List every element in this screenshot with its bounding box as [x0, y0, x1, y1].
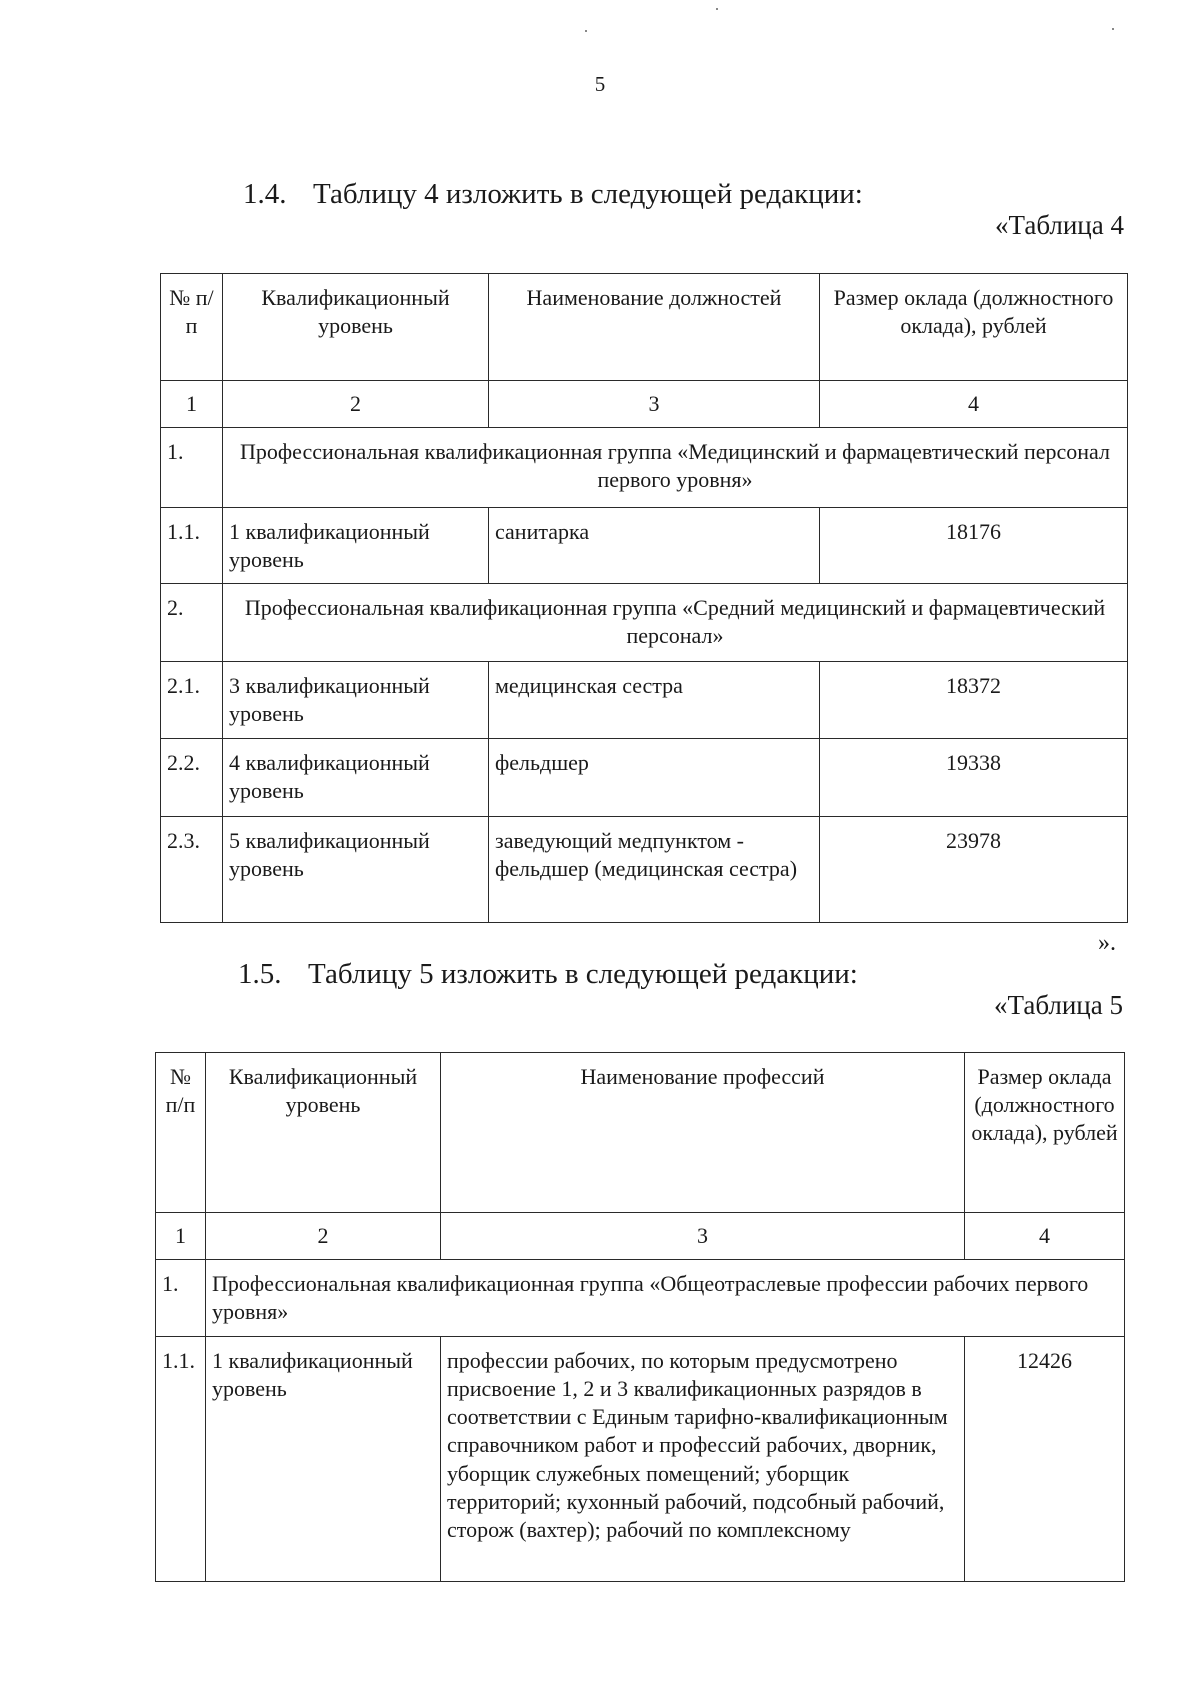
group-number: 1.: [161, 428, 223, 508]
scan-speck: [1112, 28, 1114, 30]
row-profession: профессии рабочих, по которым предусмотрено присвоение 1, 2 и 3 квалификационных разрядов в соответствии с Единым тарифно-квалификационным справочником работ и профессий рабочих, дворник, уборщик служебных помещений; уборщик территорий; кухонный рабочий, подсобный рабочий, сторож (вахтер); рабочий по комплексному: [441, 1337, 965, 1582]
section-text: Таблицу 4 изложить в следующей редакции:: [313, 178, 863, 210]
header-salary: Размер оклада (должностного оклада), рублей: [820, 274, 1128, 381]
table-row: [161, 817, 1128, 923]
row-salary: 12426: [965, 1337, 1125, 1582]
col-number: 1: [161, 381, 223, 428]
row-number: 1.1.: [161, 508, 223, 584]
header-position: Наименование должностей: [489, 274, 820, 381]
row-number: 2.3.: [161, 817, 223, 923]
col-number: 2: [223, 381, 489, 428]
group-row: [156, 1260, 1125, 1337]
table-row: [156, 1337, 1125, 1582]
header-num: № п/п: [156, 1053, 206, 1213]
section-heading-1-5: [238, 958, 858, 991]
row-position: санитарка: [489, 508, 820, 584]
row-salary: 18372: [820, 662, 1128, 739]
section-number: 1.4.: [243, 178, 287, 210]
table-header-row: [161, 274, 1128, 381]
page-number: 5: [594, 72, 606, 96]
table-row: [161, 508, 1128, 584]
group-title: Профессиональная квалификационная группа «Общеотраслевые профессии рабочих первого уровня»: [206, 1260, 1125, 1337]
row-number: 2.2.: [161, 739, 223, 817]
row-position: медицинская сестра: [489, 662, 820, 739]
header-level: Квалификационный уровень: [206, 1053, 441, 1213]
row-number: 2.1.: [161, 662, 223, 739]
row-salary: 19338: [820, 739, 1128, 817]
row-level: 1 квалификационный уровень: [223, 508, 489, 584]
column-number-row: [156, 1213, 1125, 1260]
col-number: 4: [965, 1213, 1125, 1260]
header-num: № п/п: [161, 274, 223, 381]
scan-speck: [716, 8, 718, 10]
group-title: Профессиональная квалификационная группа «Средний медицинский и фармацевтический персонал»: [223, 584, 1128, 662]
group-row: [161, 428, 1128, 508]
row-level: 3 квалификационный уровень: [223, 662, 489, 739]
col-number: 1: [156, 1213, 206, 1260]
header-profession: Наименование профессий: [441, 1053, 965, 1213]
section-heading-1-4: [243, 178, 863, 211]
col-number: 3: [441, 1213, 965, 1260]
section-text: Таблицу 5 изложить в следующей редакции:: [308, 958, 858, 990]
col-number: 3: [489, 381, 820, 428]
row-level: 5 квалификационный уровень: [223, 817, 489, 923]
scan-speck: [585, 30, 587, 32]
table-row: [161, 662, 1128, 739]
section-number: 1.5.: [238, 958, 282, 990]
row-level: 1 квалификационный уровень: [206, 1337, 441, 1582]
header-salary: Размер оклада (должностного оклада), рублей: [965, 1053, 1125, 1213]
table-5-label: «Таблица 5: [994, 990, 1123, 1020]
row-position: заведующий медпунктом - фельдшер (медицинская сестра): [489, 817, 820, 923]
group-number: 2.: [161, 584, 223, 662]
row-level: 4 квалификационный уровень: [223, 739, 489, 817]
table-header-row: [156, 1053, 1125, 1213]
column-number-row: [161, 381, 1128, 428]
row-number: 1.1.: [156, 1337, 206, 1582]
table-4: [160, 273, 1128, 923]
table-row: [161, 739, 1128, 817]
table-4-closing-mark: ».: [1098, 930, 1116, 956]
group-number: 1.: [156, 1260, 206, 1337]
row-salary: 18176: [820, 508, 1128, 584]
group-title: Профессиональная квалификационная группа «Медицинский и фармацевтический персонал первого уровня»: [223, 428, 1128, 508]
table-4-label: «Таблица 4: [995, 210, 1124, 240]
group-row: [161, 584, 1128, 662]
row-position: фельдшер: [489, 739, 820, 817]
row-salary: 23978: [820, 817, 1128, 923]
header-level: Квалификационный уровень: [223, 274, 489, 381]
col-number: 2: [206, 1213, 441, 1260]
col-number: 4: [820, 381, 1128, 428]
table-5: [155, 1052, 1125, 1582]
